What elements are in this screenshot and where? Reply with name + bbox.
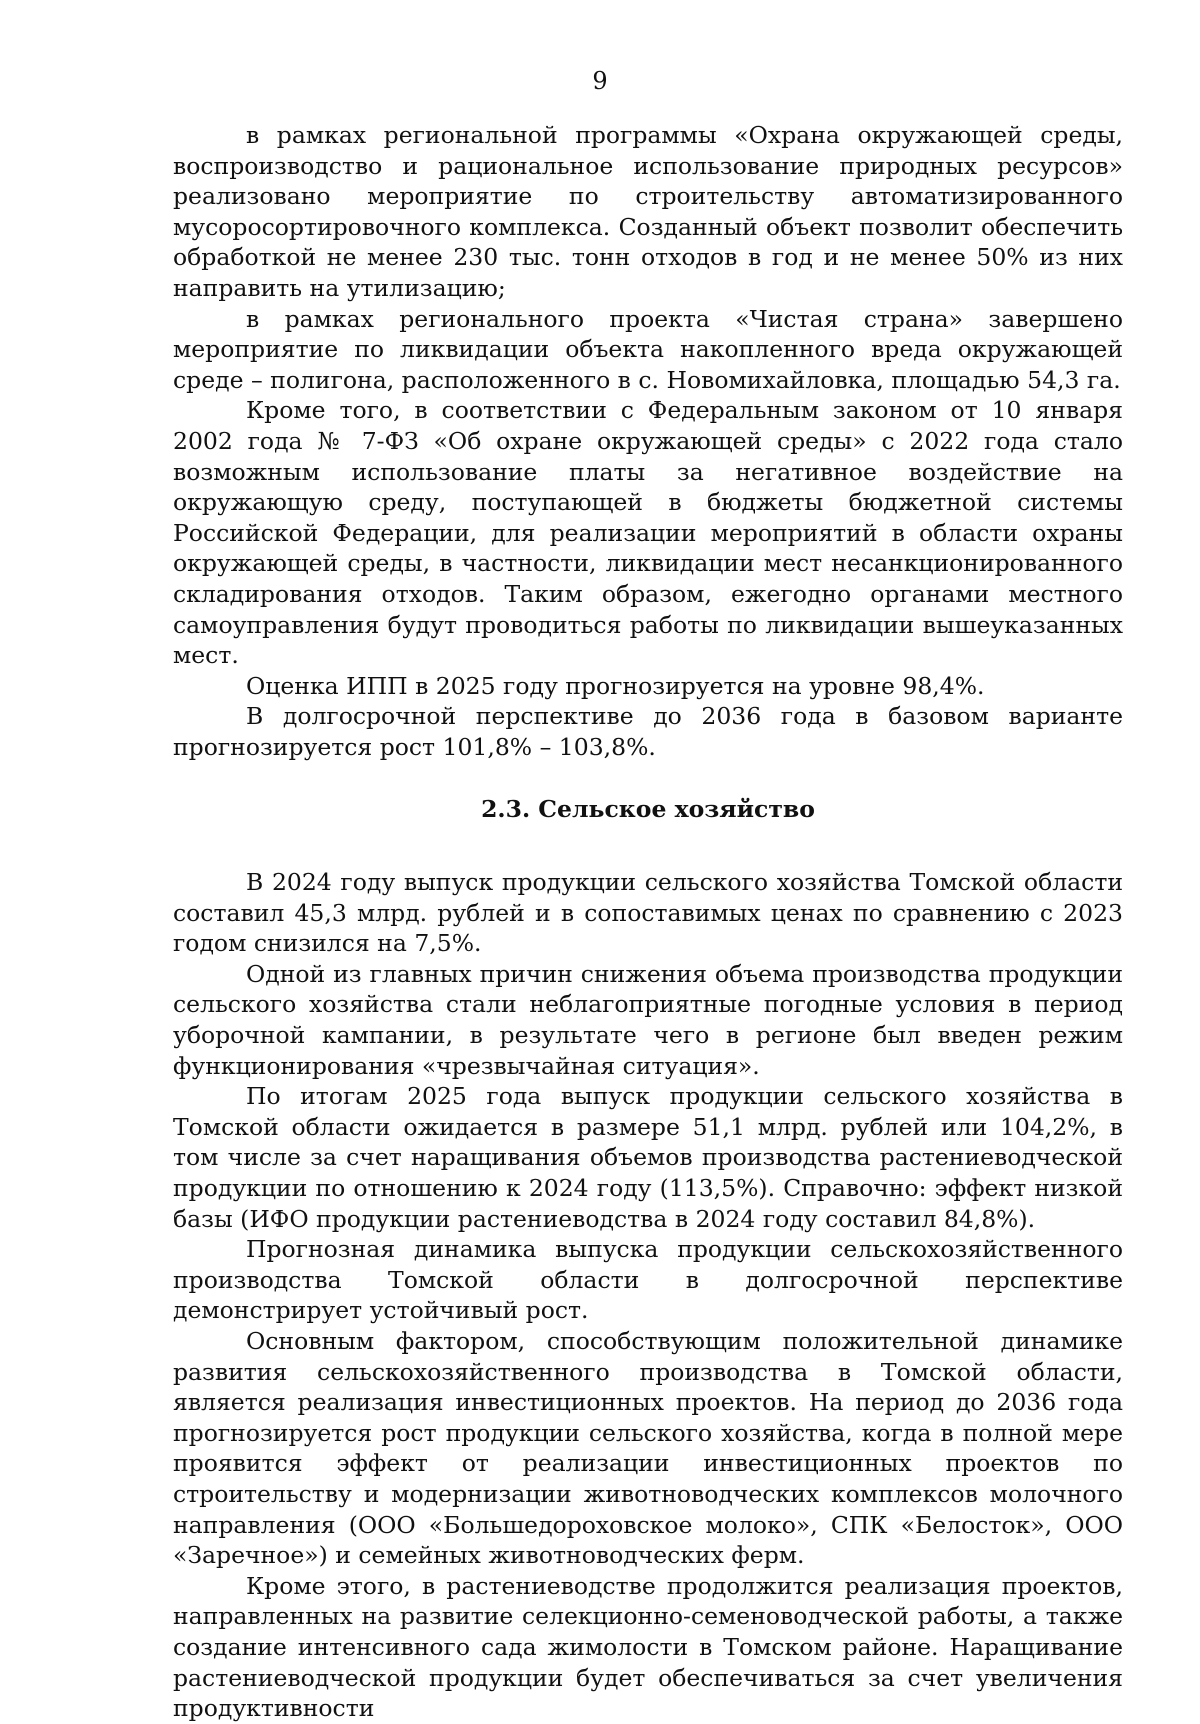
section-heading-agriculture: 2.3. Сельское хозяйство [481,795,815,824]
paragraph-federal-law: Кроме того, в соответствии с Федеральным законом от 10 января 2002 года № 7-ФЗ «Об охране окружающей среды» с 2022 года стало возможным использование платы за негативное воздействие на окружающую среду, поступающей в бюджеты бюджетной системы Российской Федерации, для реализации мероприятий в области охраны окружающей среды, в частности, ликвидации мест несанкционированного складирования отходов. Таким образом, ежегодно органами местного самоуправления будут проводиться работы по ликвидации вышеуказанных мест. [173,396,1123,670]
page-number: 9 [592,67,608,95]
paragraph-decline-reasons: Одной из главных причин снижения объема производства продукции сельского хозяйства стали неблагоприятные погодные условия в период уборочной кампании, в результате чего в регионе был введен режим функционирования «чрезвычайная ситуация». [173,959,1123,1080]
paragraph-forecast-dynamics: Прогнозная динамика выпуска продукции сельскохозяйственного производства Томской области в долгосрочной перспективе демонстрирует устойчивый рост. [173,1235,1123,1325]
paragraph-waste-sorting-complex: в рамках региональной программы «Охрана окружающей среды, воспроизводство и рациональное использование природных ресурсов» реализовано мероприятие по строительству автоматизированного мусоросортировочного комплекса. Созданный объект позволит обеспечить обработкой не менее 230 тыс. тонн отходов в год и не менее 50% из них направить на утилизацию; [173,121,1123,302]
paragraph-crop-production: Кроме этого, в растениеводстве продолжится реализация проектов, направленных на развитие селекционно-семеноводческой работы, а также создание интенсивного сада жимолости в Томском районе. Наращивание растениеводческой продукции будет обеспечиваться за счет увеличения продуктивности [173,1571,1123,1723]
paragraph-agri-output-2025: По итогам 2025 года выпуск продукции сельского хозяйства в Томской области ожидается в размере 51,1 млрд. рублей или 104,2%, в том числе за счет наращивания объемов производства растениеводческой продукции по отношению к 2024 году (113,5%). Справочно: эффект низкой базы (ИФО продукции растениеводства в 2024 году составил 84,8%). [173,1082,1123,1233]
paragraph-investment-projects: Основным фактором, способствующим положительной динамике развития сельскохозяйственного производства в Томской области, является реализация инвестиционных проектов. На период до 2036 года прогнозируется рост продукции сельского хозяйства, когда в полной мере проявится эффект от реализации инвестиционных проектов по строительству и модернизации животноводческих комплексов молочного направления (ООО «Большедороховское молоко», СПК «Белосток», ООО «Заречное») и семейных животноводческих ферм. [173,1326,1123,1570]
paragraph-long-term-forecast: В долгосрочной перспективе до 2036 года в базовом варианте прогнозируется рост 101,8% – 103,8%. [173,702,1123,761]
document-body [173,120,1123,1724]
paragraph-ipp-estimate: Оценка ИПП в 2025 году прогнозируется на уровне 98,4%. [246,671,985,700]
paragraph-agri-output-2024: В 2024 году выпуск продукции сельского хозяйства Томской области составил 45,3 млрд. рублей и в сопоставимых ценах по сравнению с 2023 годом снизился на 7,5%. [173,868,1123,958]
paragraph-clean-country-project: в рамках регионального проекта «Чистая страна» завершено мероприятие по ликвидации объекта накопленного вреда окружающей среде – полигона, расположенного в с. Новомихайловка, площадью 54,3 га. [173,304,1123,394]
